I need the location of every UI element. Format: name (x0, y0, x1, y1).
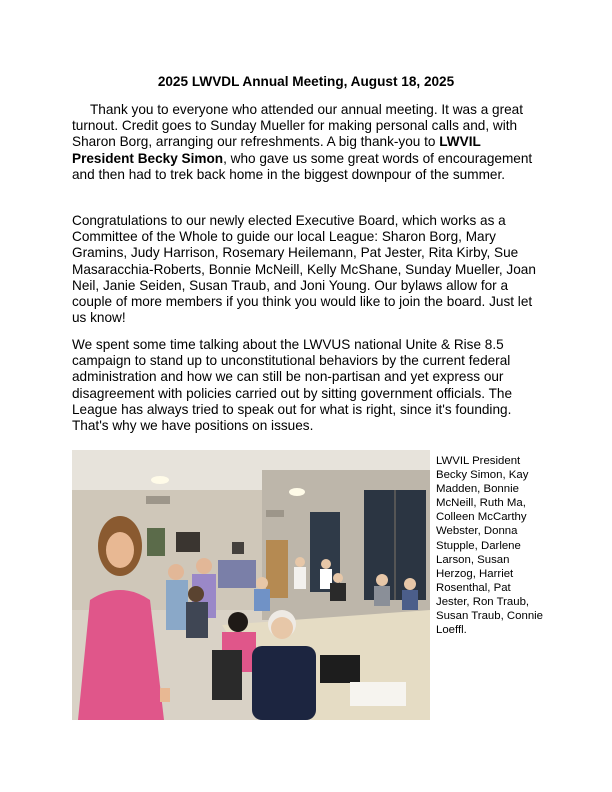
photo-caption: LWVIL President Becky Simon, Kay Madden, Bonnie McNeill, Ruth Ma, Colleen McCarthy Webster, Donna Stupple, Darlene Larson, Susan Herzog, Harriet Rosenthal, Pat Jester, Ron Traub, Susan Traub, Connie Loeffl. (436, 455, 544, 637)
thank-you-paragraph (72, 102, 542, 183)
board-paragraph: Congratulations to our newly elected Executive Board, which works as a Committee of the Whole to guide our local League: Sharon Borg, Mary Gramins, Judy Harrison, Rosemary Heilemann, Pat Jester, Rita Kirby, Sue Masaracchia-Roberts, Bonnie McNeill, Kelly McShane, Sunday Mueller, Joan Neil, Janie Seiden, Susan Traub, and Joni Young. Our bylaws allow for a couple of more members if you think you would like to join the board. Just let us know! (72, 213, 536, 326)
meeting-title: 2025 LWVDL Annual Meeting, August 18, 2025 (157, 74, 455, 89)
meeting-photo (72, 450, 430, 720)
paragraph1-text-a: Thank you to everyone who attended our annual meeting. It was a great turnout. Credit goes to Sunday Mueller for making personal calls and, with Sharon Borg, arranging our refreshments. A big thank-you to (72, 102, 524, 150)
paragraph1-text-b: , who gave us some great words of encouragement and then had to trek back home in the biggest downpour of the summer. (72, 150, 533, 182)
paragraph1-bold-name: LWVIL President Becky Simon (72, 134, 481, 166)
campaign-paragraph: We spent some time talking about the LWVUS national Unite & Rise 8.5 campaign to stand up to unconstitutional behaviors by the current federal administration and how we can still be non-partisan and yet express our disagreement with policies carried out by sitting government officials. The League has always tried to speak out for what is right, since it's founding. That's why we have positions on issues. (72, 337, 513, 434)
